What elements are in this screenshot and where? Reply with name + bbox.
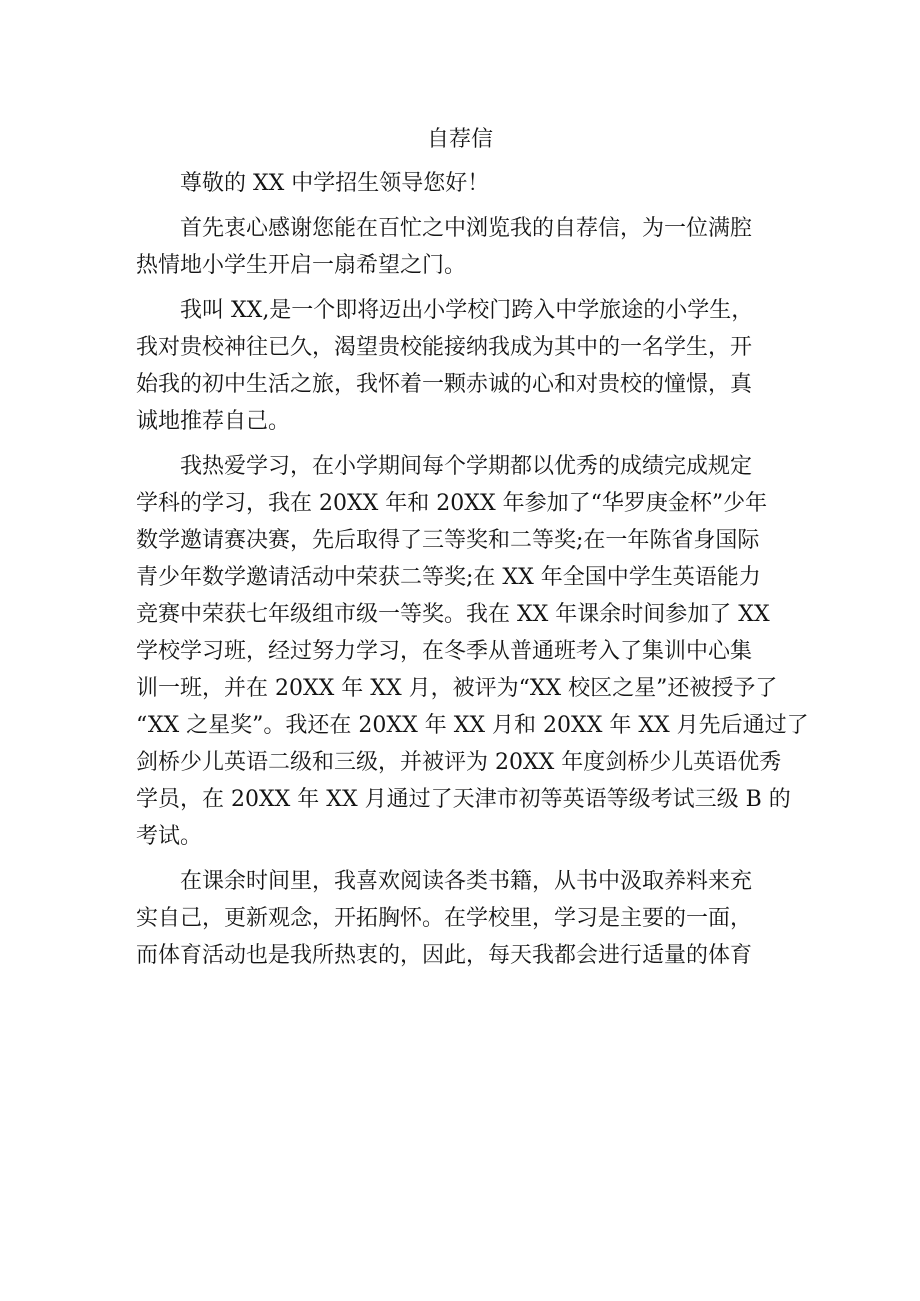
paragraph-line: 首先衷心感谢您能在百忙之中浏览我的自荐信，为一位满腔 [180, 216, 753, 241]
paragraph-line: “XX 之星奖”。我还在 20XX 年 XX 月和 20XX 年 XX 月先后通过了 [136, 713, 809, 738]
paragraph-gap [136, 440, 796, 448]
paragraph-line: 热情地小学生开启一扇希望之门。 [136, 253, 467, 278]
paragraph-line: 我叫 XX,是一个即将迈出小学校门跨入中学旅途的小学生， [180, 298, 754, 323]
paragraph-line: 我热爱学习，在小学期间每个学期都以优秀的成绩完成规定 [180, 454, 753, 479]
paragraph-line: 竞赛中荣获七年级组市级一等奖。我在 XX 年课余时间参加了 XX [136, 602, 770, 627]
paragraph-line: 训一班，并在 20XX 年 XX 月，被评为“XX 校区之星”还被授予了 [136, 676, 778, 701]
paragraph-line: 始我的初中生活之旅，我怀着一颗赤诚的心和对贵校的憧憬，真 [136, 372, 753, 397]
paragraph-line: 数学邀请赛决赛，先后取得了三等奖和二等奖;在一年陈省身国际 [136, 528, 760, 553]
paragraph-line: 学员，在 20XX 年 XX 月通过了天津市初等英语等级考试三级 B 的 [136, 787, 791, 812]
paragraph-gap [136, 202, 796, 210]
paragraph-4 [136, 863, 796, 974]
paragraph-line: 考试。 [136, 824, 203, 849]
paragraph-line: 诚地推荐自己。 [136, 409, 291, 434]
letter-body [136, 165, 809, 974]
paragraph-gap [136, 855, 796, 863]
paragraph-line: 而体育活动也是我所热衷的，因此，每天我都会进行适量的体育 [136, 943, 753, 968]
paragraph-2 [136, 292, 796, 440]
paragraph-line: 学校学习班，经过努力学习，在冬季从普通班考入了集训中心集 [136, 639, 753, 664]
paragraph-3 [136, 448, 809, 855]
paragraph-line: 剑桥少儿英语二级和三级，并被评为 20XX 年度剑桥少儿英语优秀 [136, 750, 782, 775]
paragraph-line: 青少年数学邀请活动中荣获二等奖;在 XX 年全国中学生英语能力 [136, 565, 761, 590]
paragraph-line: 我对贵校神往已久，渴望贵校能接纳我成为其中的一名学生，开 [136, 335, 753, 360]
paragraph-line: 在课余时间里，我喜欢阅读各类书籍，从书中汲取养料来充 [180, 869, 753, 894]
paragraph-line: 实自己，更新观念，开拓胸怀。在学校里，学习是主要的一面， [136, 906, 753, 931]
paragraph-gap [136, 284, 796, 292]
salutation: 尊敬的 XX 中学招生领导您好！ [180, 171, 490, 196]
paragraph-1 [136, 210, 796, 284]
letter-title: 自荐信 [426, 127, 493, 152]
paragraph-line: 学科的学习，我在 20XX 年和 20XX 年参加了“华罗庚金杯”少年 [136, 491, 768, 516]
